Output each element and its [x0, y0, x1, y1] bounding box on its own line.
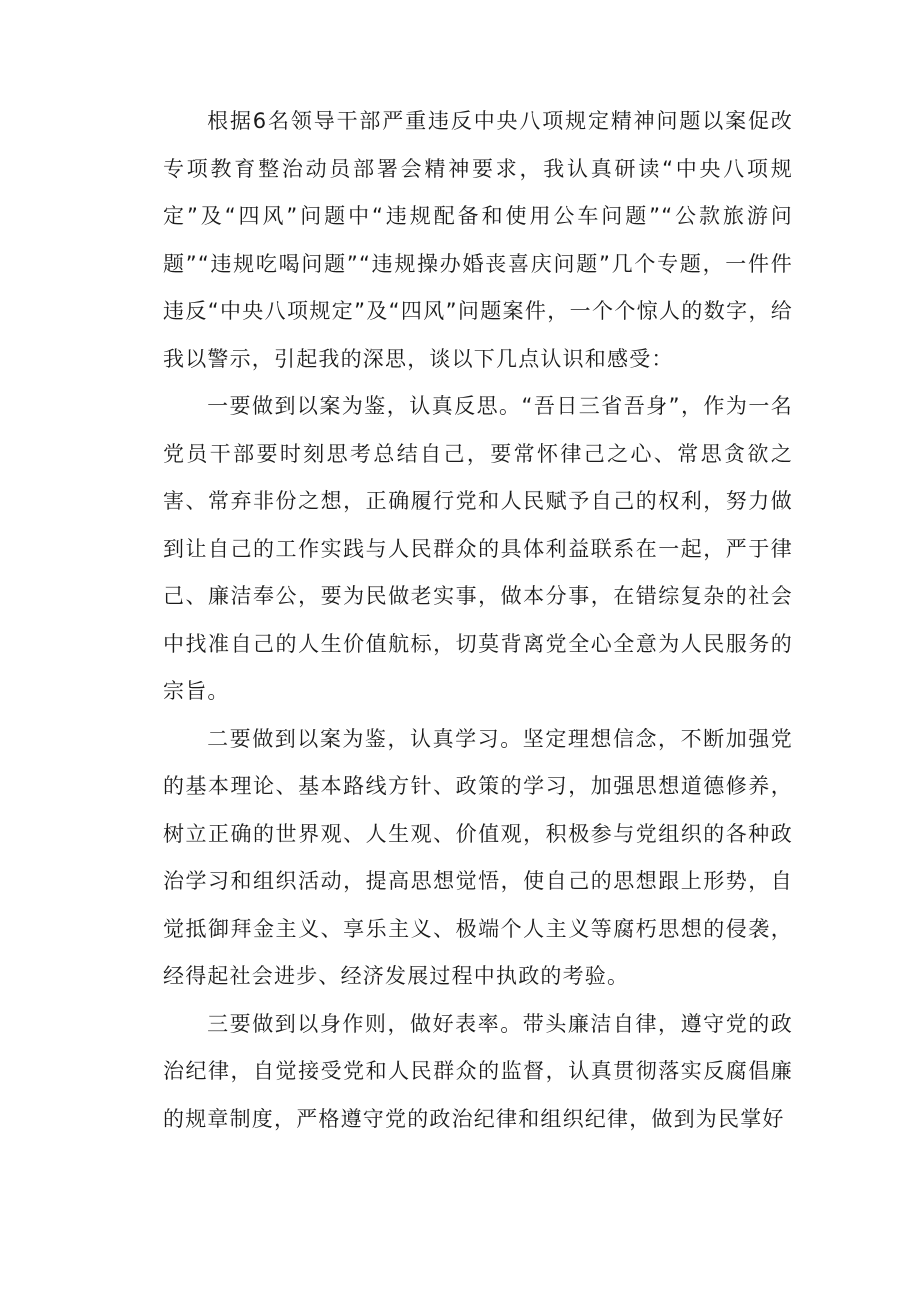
paragraph-point-two: 二要做到以案为鉴，认真学习。坚定理想信念，不断加强党的基本理论、基本路线方针、政策的学习，加强思想道德修养，树立正确的世界观、人生观、价值观，积极参与党组织的各种政治学习和组织活动，提高思想觉悟，使自己的思想跟上形势，自觉抵御拜金主义、享乐主义、极端个人主义等腐朽思想的侵袭，经得起社会进步、经济发展过程中执政的考验。: [163, 726, 793, 988]
paragraph-point-three: 三要做到以身作则，做好表率。带头廉洁自律，遵守党的政治纪律，自觉接受党和人民群众的监督，认真贯彻落实反腐倡廉的规章制度，严格遵守党的政治纪律和组织纪律，做到为民掌好: [163, 1011, 793, 1131]
paragraph-intro: 根据6名领导干部严重违反中央八项规定精神问题以案促改专项教育整治动员部署会精神要求，我认真研读“中央八项规定”及“四风”问题中“违规配备和使用公车问题”“公款旅游问题”“违规吃喝问题”“违规操办婚丧喜庆问题”几个专题，一件件违反“中央八项规定”及“四风”问题案件，一个个惊人的数字，给我以警示，引起我的深思，谈以下几点认识和感受：: [163, 109, 793, 371]
document-body: [163, 98, 793, 1143]
paragraph-point-one: 一要做到以案为鉴，认真反思。“吾日三省吾身”，作为一名党员干部要时刻思考总结自己，要常怀律己之心、常思贪欲之害、常弃非份之想，正确履行党和人民赋予自己的权利，努力做到让自己的工作实践与人民群众的具体利益联系在一起，严于律己、廉洁奉公，要为民做老实事，做本分事，在错综复杂的社会中找准自己的人生价值航标，切莫背离党全心全意为人民服务的宗旨。: [163, 394, 793, 703]
